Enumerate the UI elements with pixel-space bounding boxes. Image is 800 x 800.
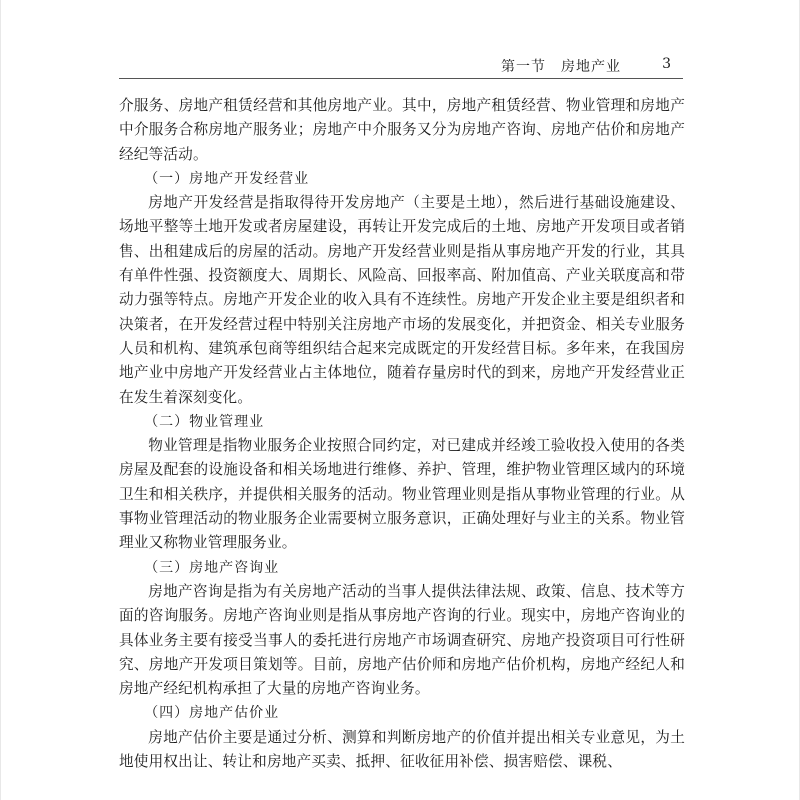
paragraph-property-management: 物业管理是指物业服务企业按照合同约定，对已建成并经竣工验收投入使用的各类房屋及配套的设施设备和相关场地进行维修、养护、管理，维护物业管理区域内的环境卫生和相关秩序，并提供相关服务的活动。物业管理业则是指从事物业管理的行业。从事物业管理活动的物业服务企业需要树立服务意识，正确处理好与业主的关系。物业管理业又称物业管理服务业。 xyxy=(119,437,685,552)
section-heading-real-estate-appraisal: （四）房地产估价业 xyxy=(144,705,280,722)
section-heading-real-estate-development: （一）房地产开发经营业 xyxy=(144,170,310,187)
paragraph-real-estate-appraisal: 房地产估价主要是通过分析、测算和判断房地产的价值并提出相关专业意见，为土地使用权出让、转让和房地产买卖、抵押、征收征用补偿、损害赔偿、课税、 xyxy=(119,728,685,771)
paragraph-real-estate-consulting: 房地产咨询是指为有关房地产活动的当事人提供法律法规、政策、信息、技术等方面的咨询服务。房地产咨询业则是指从事房地产咨询的行业。现实中，房地产咨询业的具体业务主要有接受当事人的委托进行房地产市场调查研究、房地产投资项目可行性研究、房地产开发项目策划等。目前，房地产估价师和房地产估价机构，房地产经纪人和房地产经纪机构承担了大量的房地产咨询业务。 xyxy=(119,582,685,698)
section-heading-real-estate-consulting: （三）房地产咨询业 xyxy=(144,559,280,576)
running-header xyxy=(119,54,683,79)
section-heading-property-management: （二）物业管理业 xyxy=(144,413,265,430)
body-text xyxy=(119,94,685,774)
paragraph-real-estate-development: 房地产开发经营是指取得待开发房地产（主要是土地），然后进行基础设施建设、场地平整等土地开发或者房屋建设，再转让开发完成后的土地、房地产开发项目或者销售、出租建成后的房屋的活动。房地产开发经营业则是指从事房地产开发的行业，其具有单件性强、投资额度大、周期长、风险高、回报率高、附加值高、产业关联度高和带动力强等特点。房地产开发企业的收入具有不连续性。房地产开发企业主要是组织者和决策者，在开发经营过程中特别关注房地产市场的发展变化，并把资金、相关专业服务人员和机构、建筑承包商等组织结合起来完成既定的开发经营目标。多年来，在我国房地产业中房地产开发经营业占主体地位，随着存量房时代的到来，房地产开发经营业正在发生着深刻变化。 xyxy=(119,194,685,406)
page-number: 3 xyxy=(662,56,671,72)
intro-paragraph: 介服务、房地产租赁经营和其他房地产业。其中，房地产租赁经营、物业管理和房地产中介服务合称房地产服务业；房地产中介服务又分为房地产咨询、房地产估价和房地产经纪等活动。 xyxy=(119,97,685,163)
running-title: 第一节 房地产业 xyxy=(501,59,621,75)
